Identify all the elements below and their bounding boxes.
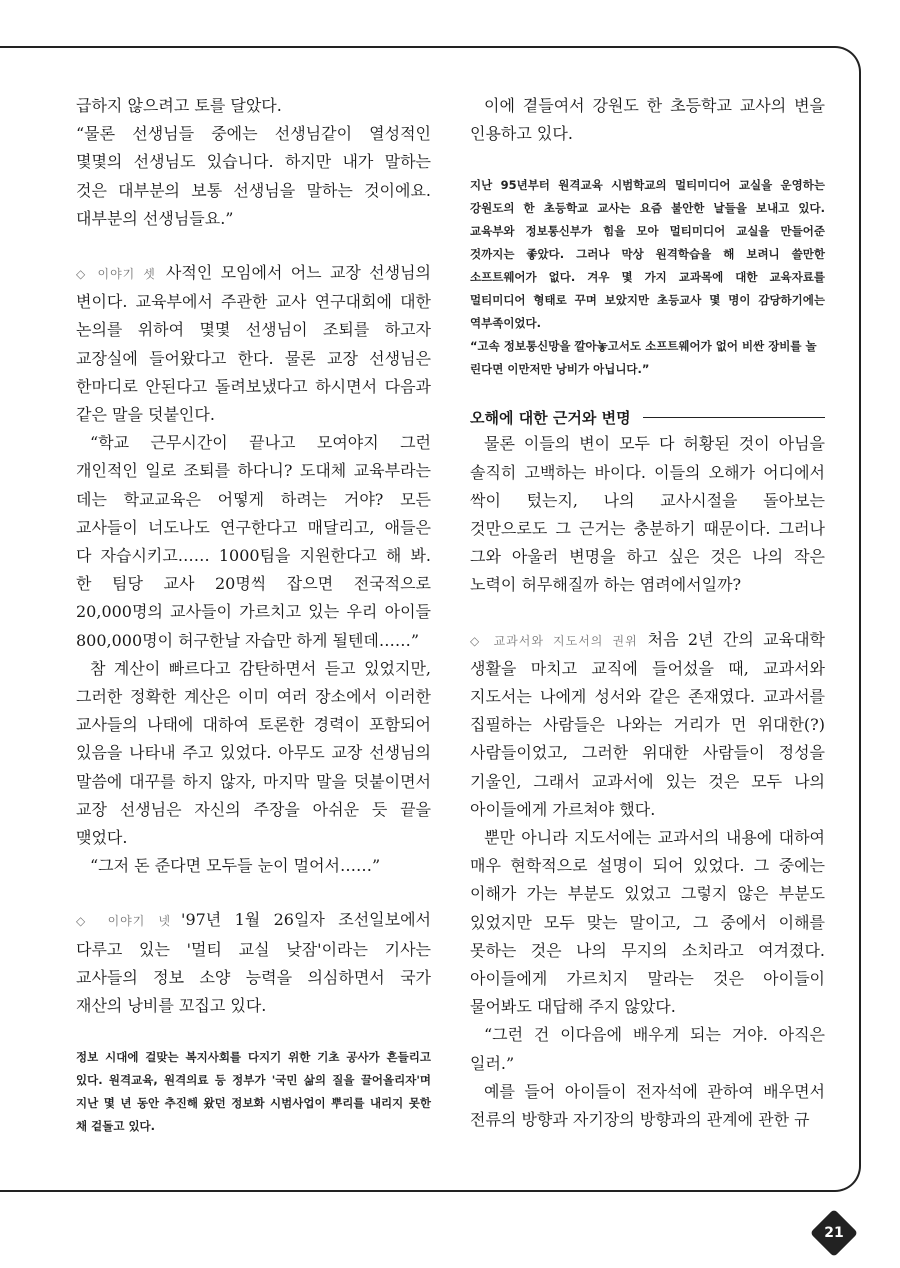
paragraph: 예를 들어 아이들이 전자석에 관하여 배우면서 전류의 방향과 자기장의 방향과의 관계에 관한 규 xyxy=(470,1081,825,1130)
section-lead: ◇ 이야기 넷 xyxy=(76,914,172,929)
paragraph: 참 계산이 빠르다고 감탄하면서 듣고 있었지만, 그러한 정확한 계산은 이미 여러 장소에서 이러한 교사들의 나태에 대하여 토론한 경력이 포함되어 있음을 나타내 주고 있었다. 아무도 교장 선생님의 말씀에 대꾸를 하지 않자, 마지막 말을 덧붙이면서 교장 선생님은 자신의 주장을 아쉬운 듯 끝을 맺었다. xyxy=(76,658,431,848)
page-number: 21 xyxy=(824,1225,844,1241)
paragraph: 이에 곁들여서 강원도 한 초등학교 교사의 변을 인용하고 있다. xyxy=(470,96,825,144)
quoted-article-excerpt: 정보 시대에 걸맞는 복지사회를 다지기 위한 기초 공사가 흔들리고 있다. 원격교육, 원격의료 등 정부가 '국민 삶의 질을 끌어올리자'며 지난 몇 년 동안 추진해 왔던 정보화 시범사업이 뿌리를 내리지 못한 채 겉돌고 있다. xyxy=(76,1050,431,1134)
section-heading-text: 오해에 대한 근거와 변명 xyxy=(470,409,631,428)
paragraph: ◇ 이야기 셋 사적인 모임에서 어느 교장 선생님의 변이다. 교육부에서 주관한 교사 연구대회에 대한 논의를 위하여 몇몇 선생님이 조퇴를 하고자 교장실에 들어왔다고 한다. 물론 교장 선생님은 한마디로 안된다고 돌려보냈다고 하시면서 다음과 같은 말을 덧붙인다. xyxy=(76,263,431,425)
quoted-article-excerpt: 지난 95년부터 원격교육 시범학교의 멀티미디어 교실을 운영하는 강원도의 한 초등학교 교사는 요즘 불안한 날들을 보내고 있다. 교육부와 정보통신부가 힘을 모아 멀티미디어 교실을 만들어준 것까지는 좋았다. 그러나 막상 원격학습을 해 보려니 쓸만한 소프트웨어가 없다. 겨우 몇 가지 교과목에 대한 교육자료를 멀티미디어 형태로 꾸며 보았지만 초등교사 몇 명이 감당하기에는 역부족이었다. xyxy=(470,178,825,331)
heading-rule xyxy=(643,417,825,418)
left-column xyxy=(76,92,431,1138)
paragraph: “그런 건 이다음에 배우게 되는 거야. 아직은 일러.” xyxy=(470,1025,825,1073)
quoted-statement: “고속 정보통신망을 깔아놓고서도 소프트웨어가 없어 비싼 장비를 놀린다면 이만저만 낭비가 아닙니다.” xyxy=(470,339,817,377)
paragraph: “그저 돈 준다면 모두들 눈이 멀어서……” xyxy=(90,856,381,876)
paragraph: “물론 선생님들 중에는 선생님같이 열성적인 몇몇의 선생님도 있습니다. 하지만 내가 말하는 것은 대부분의 보통 선생님을 말하는 것이에요. 대부분의 선생님들요.” xyxy=(76,124,431,228)
right-column xyxy=(470,92,825,1134)
paragraph: 급하지 않으려고 토를 달았다. xyxy=(76,96,282,115)
section-heading xyxy=(470,407,825,428)
section-lead: ◇ 교과서와 지도서의 권위 xyxy=(470,633,638,648)
paragraph: 뿐만 아니라 지도서에는 교과서의 내용에 대하여 매우 현학적으로 설명이 되어 있었다. 그 중에는 이해가 가는 부분도 있었고 그렇지 않은 부분도 있었지만 모두 맞는 말이고, 그 중에서 이해를 못하는 것은 나의 무지의 소치라고 여겨졌다. 아이들에게 가르치지 말라는 것은 아이들이 물어봐도 대답해 주지 않았다. xyxy=(470,828,825,1017)
page-number-badge xyxy=(810,1209,858,1257)
paragraph: ◇ 교과서와 지도서의 권위 처음 2년 간의 교육대학 생활을 마치고 교직에 들어섰을 때, 교과서와 지도서는 나에게 성서와 같은 존재였다. 교과서를 집필하는 사람들은 나와는 거리가 먼 위대한(?) 사람들이었고, 그러한 위대한 사람들이 정성을 기울인, 그래서 교과서에 있는 것은 모두 나의 아이들에게 가르쳐야 했다. xyxy=(470,629,825,819)
paragraph: ◇ 이야기 넷 '97년 1월 26일자 조선일보에서 다루고 있는 '멀티 교실 낮잠'이라는 기사는 교사들의 정보 소양 능력을 의심하면서 국가 재산의 낭비를 꼬집고 있다. xyxy=(76,910,431,1016)
paragraph: 물론 이들의 변이 모두 다 허황된 것이 아님을 솔직히 고백하는 바이다. 이들의 오해가 어디에서 싹이 텄는지, 나의 교사시절을 돌아보는 것만으로도 그 근거는 충분하기 때문이다. 그러나 그와 아울러 변명을 하고 싶은 것은 나의 작은 노력이 허무해질까 하는 염려에서일까? xyxy=(470,434,825,595)
paragraph: “학교 근무시간이 끝나고 모여야지 그런 개인적인 일로 조퇴를 하다니? 도대체 교육부라는 데는 학교교육은 어떻게 하려는 거야? 모든 교사들이 너도나도 연구한다고 매달리고, 애들은 다 자습시키고…… 1000팀을 지원한다고 해 봐. 한 팀당 교사 20명씩 잡으면 전국적으로 20,000명의 교사들이 가르치고 있는 우리 아이들 800,000명이 허구한날 자습만 하게 될텐데……” xyxy=(76,433,431,650)
section-lead: ◇ 이야기 셋 xyxy=(76,267,156,282)
